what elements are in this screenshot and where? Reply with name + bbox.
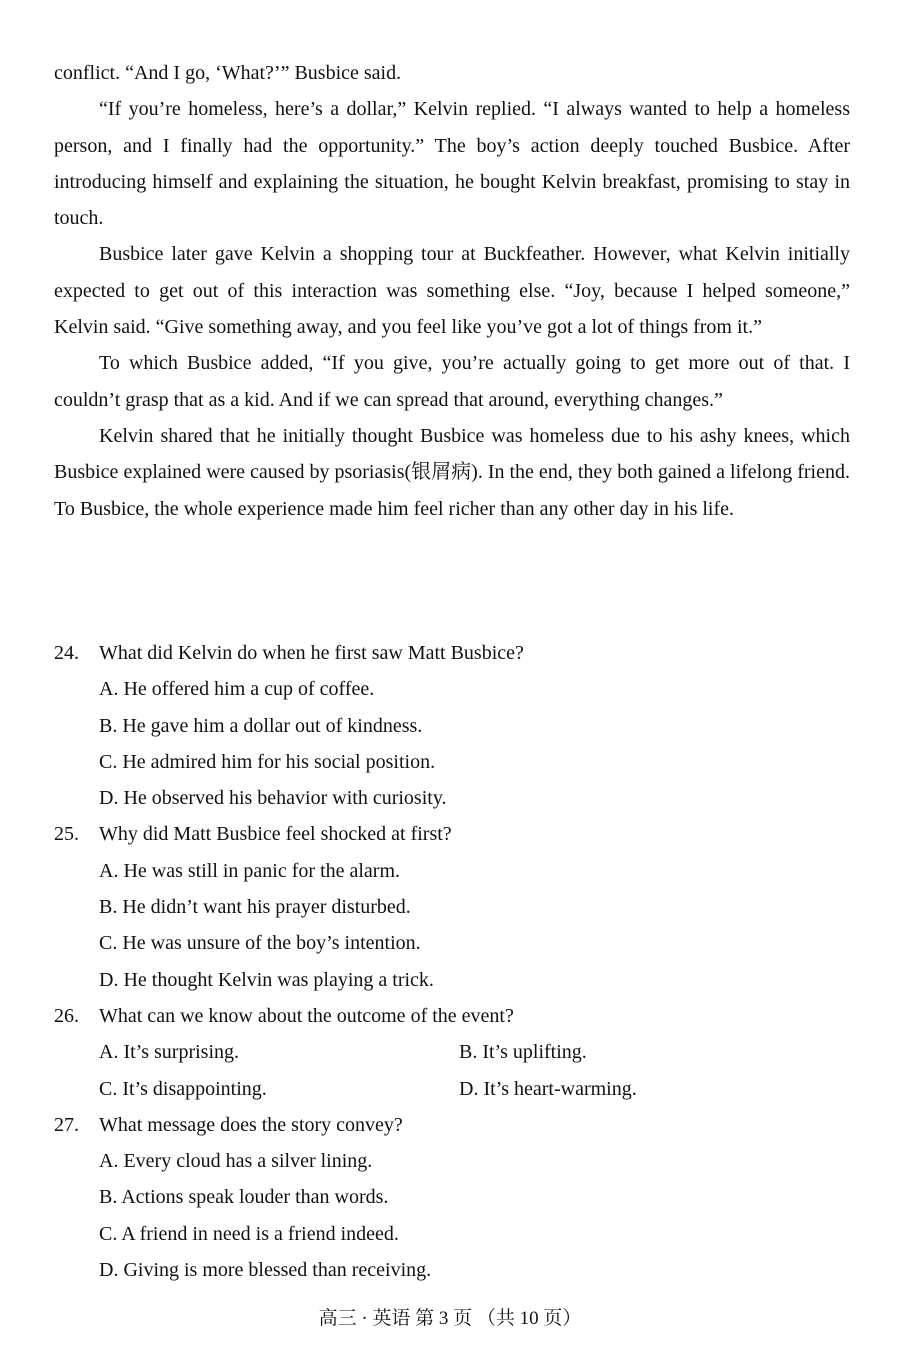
question-stem: Why did Matt Busbice feel shocked at first? bbox=[99, 823, 452, 846]
option-c: C. He admired him for his social position. bbox=[99, 750, 436, 773]
question-stem: What message does the story convey? bbox=[99, 1113, 403, 1136]
option-c: C. He was unsure of the boy’s intention. bbox=[99, 932, 421, 955]
option-a: A. He was still in panic for the alarm. bbox=[99, 859, 401, 882]
option-c: C. A friend in need is a friend indeed. bbox=[99, 1222, 399, 1245]
question-number: 24. bbox=[54, 642, 79, 664]
option-d: D. He thought Kelvin was playing a trick. bbox=[99, 968, 434, 991]
question-27 bbox=[54, 1107, 850, 1288]
option-a: A. Every cloud has a silver lining. bbox=[99, 1150, 373, 1173]
option-row bbox=[54, 1034, 850, 1070]
question-list bbox=[54, 635, 850, 1288]
option-a: A. It’s surprising. bbox=[99, 1041, 239, 1064]
option-d: D. Giving is more blessed than receiving. bbox=[99, 1259, 432, 1282]
question-stem: What did Kelvin do when he first saw Matt Busbice? bbox=[99, 642, 524, 664]
option-c: C. It’s disappointing. bbox=[99, 1077, 267, 1100]
question-number: 25. bbox=[54, 823, 79, 846]
question-26 bbox=[54, 998, 850, 1107]
option-b: B. He gave him a dollar out of kindness. bbox=[99, 714, 423, 737]
option-d: D. It’s heart-warming. bbox=[459, 1077, 637, 1100]
passage-paragraph: Kelvin shared that he initially thought Busbice was homeless due to his ashy knees, which Busbice explained were caused by psoriasis(银屑病). In the end, they both gained a lifelong friend. To Busbice, the whole experience made him feel richer than any other day in his life. bbox=[54, 424, 850, 520]
option-row bbox=[54, 1071, 850, 1107]
option-b: B. Actions speak louder than words. bbox=[99, 1186, 389, 1209]
option-d: D. He observed his behavior with curiosity. bbox=[99, 787, 447, 810]
question-25 bbox=[54, 816, 850, 997]
option-b: B. He didn’t want his prayer disturbed. bbox=[99, 896, 411, 919]
reading-passage bbox=[54, 55, 850, 527]
question-number: 27. bbox=[54, 1113, 79, 1136]
passage-paragraph: To which Busbice added, “If you give, you’re actually going to get more out of that. I couldn’t grasp that as a kid. And if we can spread that around, everything changes.” bbox=[54, 352, 850, 411]
page-footer: 高三 · 英语 第 3 页 （共 10 页） bbox=[318, 1308, 582, 1329]
passage-paragraph: “If you’re homeless, here’s a dollar,” Kelvin replied. “I always wanted to help a homeless person, and I finally had the opportunity.” The boy’s action deeply touched Busbice. After introducing himself and explaining the situation, he bought Kelvin breakfast, promising to stay in touch. bbox=[54, 98, 850, 230]
question-stem: What can we know about the outcome of the event? bbox=[99, 1004, 514, 1027]
option-a: A. He offered him a cup of coffee. bbox=[99, 678, 375, 701]
question-number: 26. bbox=[54, 1004, 79, 1027]
passage-paragraph: Busbice later gave Kelvin a shopping tour at Buckfeather. However, what Kelvin initially expected to get out of this interaction was something else. “Joy, because I helped someone,” Kelvin said. “Give something away, and you feel like you’ve got a lot of things from it.” bbox=[54, 243, 850, 339]
question-24 bbox=[54, 635, 850, 816]
option-b: B. It’s uplifting. bbox=[459, 1041, 587, 1064]
passage-paragraph: conflict. “And I go, ‘What?’” Busbice said. bbox=[54, 62, 402, 84]
